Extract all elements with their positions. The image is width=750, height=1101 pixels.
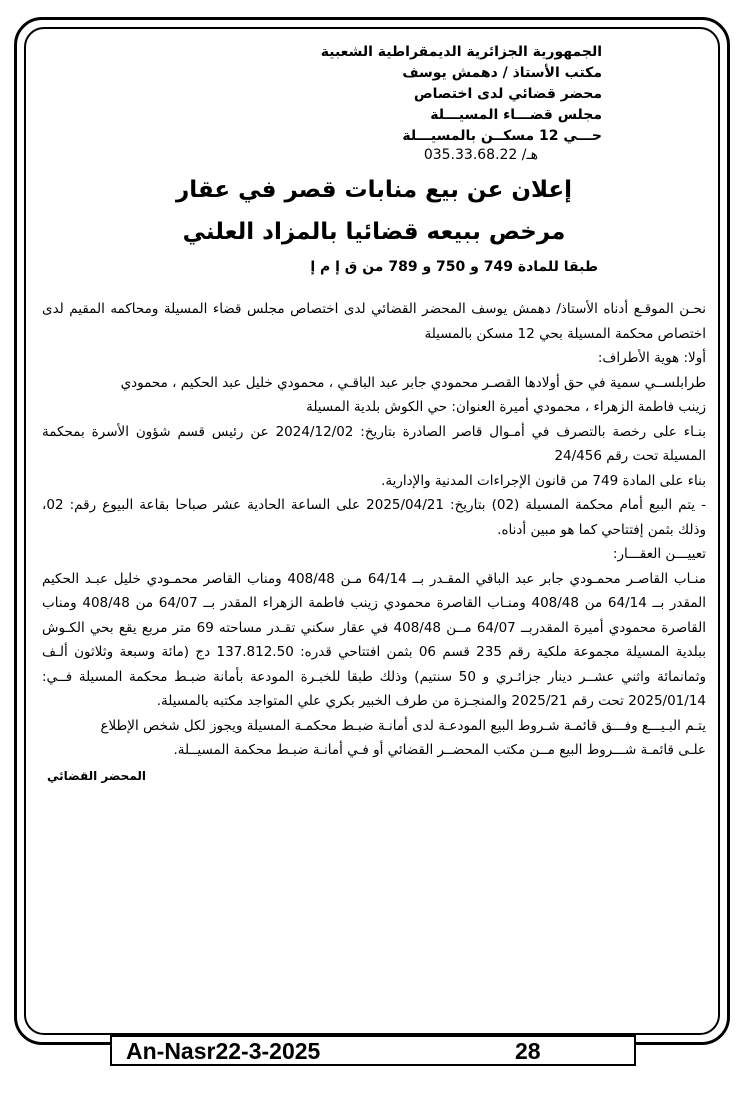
letterhead	[42, 42, 602, 147]
intro-paragraph: نحـن الموقـع أدناه الأستاذ/ دهمش يوسف المحضر القضائي لدى اختصاص مجلس قضاء المسيلة ومحاكمه المقيم لدى اختصاص محكمة المسيلة بحي 12 مسكن بالمسيلة	[42, 301, 706, 342]
announcement	[42, 42, 706, 783]
title-line-1: إعلان عن بيع منابات قصر في عقار	[175, 177, 573, 203]
phone-number: هـ/ 035.33.68.22	[423, 147, 538, 163]
legal-article-paragraph: بناء على المادة 749 من قانون الإجراءات المدنية والإدارية.	[381, 472, 706, 489]
court-council: مجلس قضـــاء المسيـــلة	[430, 107, 602, 123]
title-line-2: مرخص ببيعه قضائيا بالمزاد العلني	[182, 219, 566, 245]
page-number: 28	[515, 1038, 541, 1064]
conditions-paragraph: يتـم البـيـــع وفـــق قائمـة شـروط البيع المودعـة لدى أمانـة ضبـط محكمـة المسيلة ويجوز لكل شخص الإطلاع	[100, 717, 706, 734]
parties-paragraph: طرابلســي سمية في حق أولادها القصـر محمودي جابر عبد الباقـي ، محمودي خليل عبد الحكيم ، محمودي	[120, 374, 706, 391]
property-description: منـاب القاصـر محمـودي جابر عبد الباقي المقـدر بــ 64/14 مـن 408/48 ومناب القاصر محمـودي خليل عبـد الحكيم المقدر بــ 64/14 من 408/48 ومنـاب القاصرة محمودي زينب فاطمة الزهراء المقدر بــ 64/07 من 408/48 ومناب القاصرة محمودي أميرة المقدربــ 64/07 مــن 408/48 في عقار سكني تقـدر مساحته 69 متر مربع يقع بحي الكـوش ببلدية المسيلة مجموعة ملكية رقم 235 قسم 06 بثمن افتتاحي قدره: 137.812.50 دج (مائة وسبعة وثلاثون ألـف وثمانمائة واثني عشــر دينار جزائـري و 50 سنتيم) وذلك طبقا للخبـرة المودعة بأمانة ضبـط محكمة المسيلة فــي: 2025/01/14 تحت رقم 2025/21 والمنجـزة من طرف الخبير بكري علي المتواجد مكتبه بالمسيلة.	[42, 570, 707, 709]
bailiff-title: محضر قضائي لدى اختصاص	[413, 86, 602, 102]
property-heading: تعييـــن العقـــار:	[612, 546, 706, 562]
legal-basis: طبقا للمادة 749 و 750 و 789 من ق إ م إ	[310, 259, 598, 275]
authorization-paragraph: بنـاء على رخصة بالتصرف في أمـوال قاصر الصادرة بتاريخ: 2024/12/02 عن رئيس قسم شؤون الأسرة بمحكمة المسيلة تحت رقم 24/456	[42, 423, 706, 464]
footer-bar	[110, 1035, 636, 1066]
signature: المحضر القضائي	[46, 768, 146, 783]
parties-heading: أولا: هوية الأطراف:	[597, 350, 706, 366]
office-name: مكتب الأستاذ / دهمش يوسف	[402, 65, 602, 81]
parties-continued: زينب فاطمة الزهراء ، محمودي أميرة العنوان: حي الكوش بلدية المسيلة	[306, 399, 706, 415]
sale-date-paragraph: - يتم البيع أمام محكمة المسيلة (02) بتاريخ: 2025/04/21 على الساعة الحادية عشر صباحا بقاعة البيوع رقم: 02، وذلك بثمن إفتتاحي كما هو مبين أدناه.	[42, 497, 706, 538]
conditions-location: علـى قائمـة شـــروط البيع مــن مكتب المحضــر القضائي أو فـي أمانـة ضبـط محكمة المسيــلة.	[173, 742, 706, 758]
announcement-body	[42, 297, 706, 763]
republic-name: الجمهورية الجزائرية الديمقراطية الشعبية	[320, 44, 602, 60]
office-address: حـــي 12 مسكــن بالمسيـــلة	[402, 128, 602, 144]
publication-date: An-Nasr22-3-2025	[126, 1038, 321, 1064]
